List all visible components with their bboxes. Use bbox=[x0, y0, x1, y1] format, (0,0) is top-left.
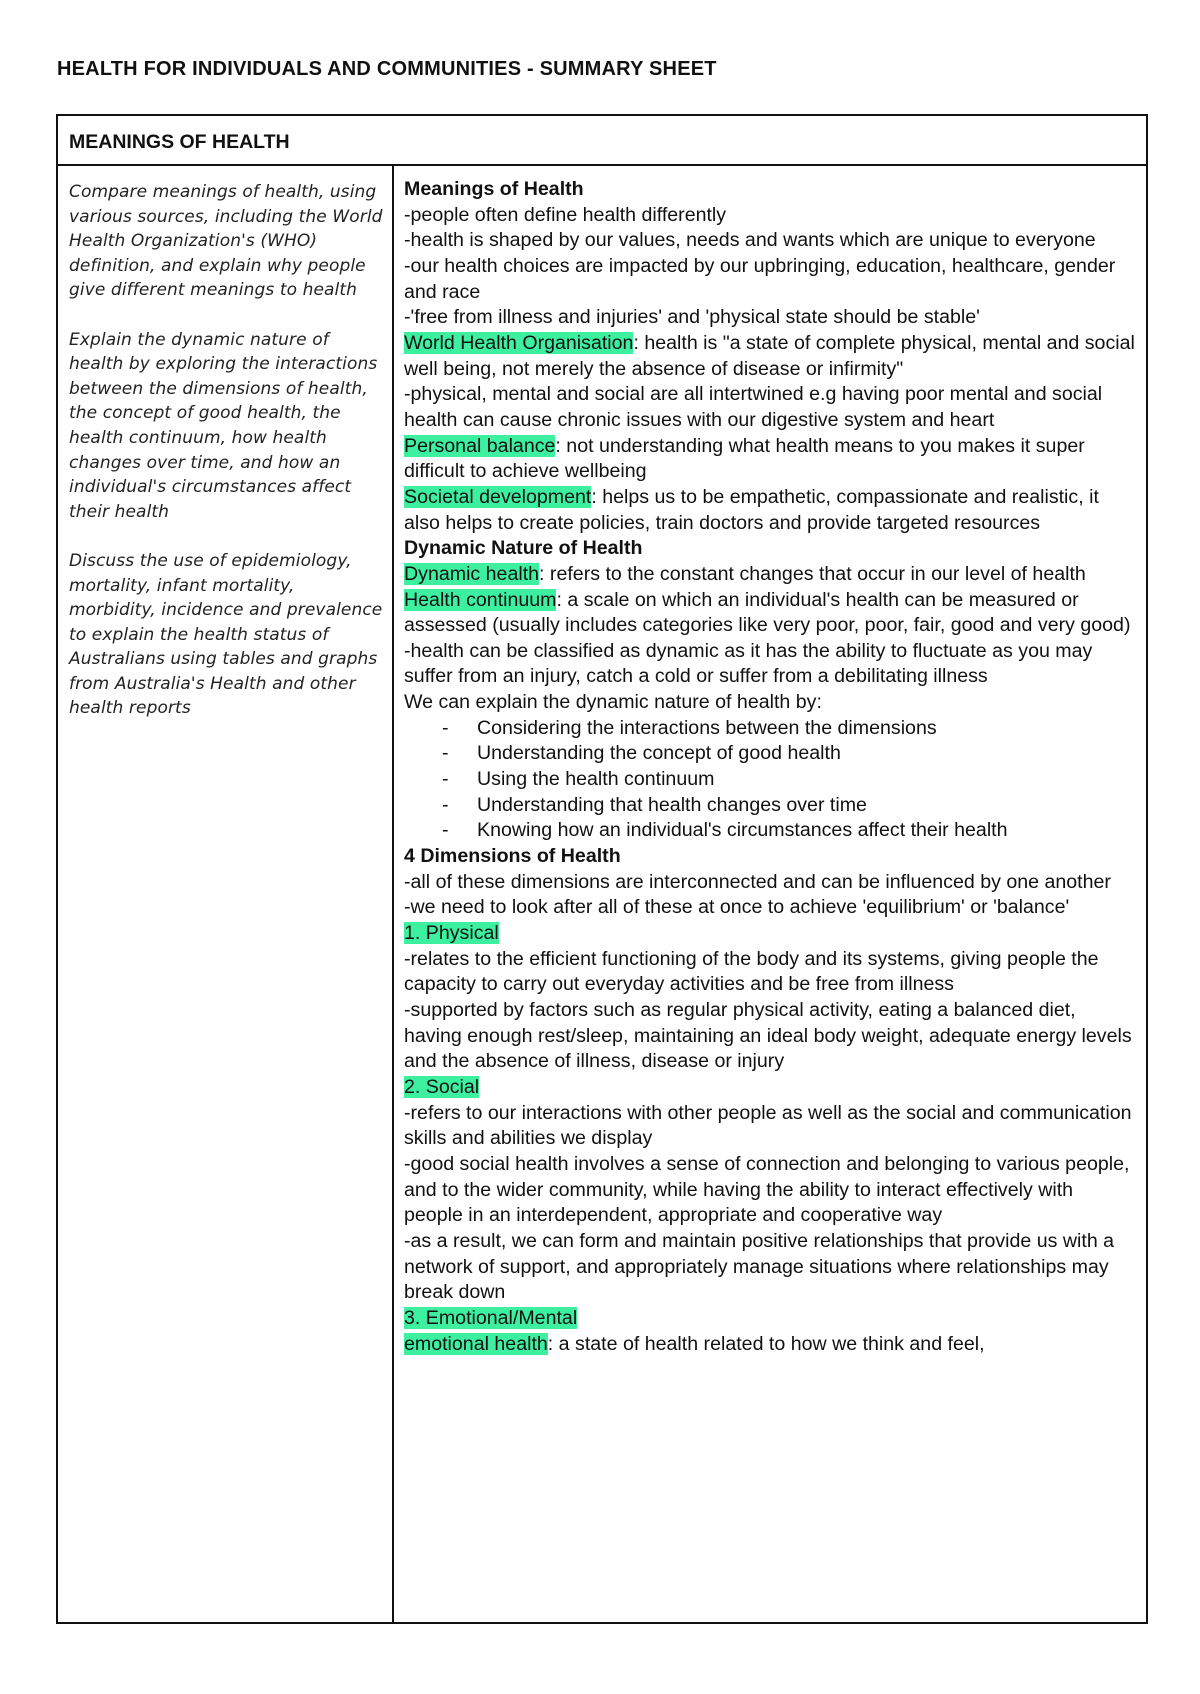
definition-text: : helps us to be empathetic, compassionate and realistic, it also helps to create policies, train doctors and provide targeted resources bbox=[404, 485, 1099, 534]
outcome-text: Explain the dynamic nature of health by exploring the interactions between the dimensions of health, the concept of good health, the health continuum, how health changes over time, and how an individual's circumstances affect their health bbox=[69, 329, 378, 522]
note-line: -refers to our interactions with other people as well as the social and communication skills and abilities we display bbox=[404, 1101, 1132, 1150]
note-line: -as a result, we can form and maintain positive relationships that provide us with a network of support, and appropriately manage situations where relationships may break down bbox=[404, 1229, 1115, 1304]
list-item bbox=[404, 818, 1136, 844]
note-line: -physical, mental and social are all intertwined e.g having poor mental and social health can cause chronic issues with our digestive system and heart bbox=[404, 383, 1103, 431]
highlighted-term: World Health Organisation bbox=[404, 331, 634, 354]
outcome-text: Compare meanings of health, using various sources, including the World Health Organization's (WHO) definition, and explain why people give different meanings to health bbox=[69, 182, 383, 301]
subheading-line bbox=[404, 1306, 1136, 1332]
subheading-line bbox=[404, 1075, 1136, 1101]
notes-column bbox=[394, 166, 1146, 1622]
note-line: -relates to the efficient functioning of the body and its systems, giving people the capacity to carry out everyday activities and be free from illness bbox=[404, 947, 1099, 996]
list-item-text: Considering the interactions between the dimensions bbox=[477, 716, 937, 739]
definition-line bbox=[404, 331, 1136, 382]
notes-heading: 4 Dimensions of Health bbox=[404, 845, 621, 868]
definition-text: : refers to the constant changes that occur in our level of health bbox=[539, 562, 1086, 585]
list-item-text: Knowing how an individual's circumstances affect their health bbox=[477, 819, 1008, 842]
note-line: -'free from illness and injuries' and 'physical state should be stable' bbox=[404, 306, 980, 329]
bullet-marker: - bbox=[442, 768, 449, 791]
highlighted-term: 2. Social bbox=[404, 1075, 480, 1098]
note-line: -people often define health differently bbox=[404, 203, 727, 226]
highlighted-term: Dynamic health bbox=[404, 562, 540, 585]
document-title: HEALTH FOR INDIVIDUALS AND COMMUNITIES - SUMMARY SHEET bbox=[57, 58, 717, 80]
summary-table bbox=[56, 114, 1148, 1624]
list-item bbox=[404, 793, 1136, 819]
note-line: -health can be classified as dynamic as it has the ability to fluctuate as you may suffer from an injury, catch a cold or suffer from a debilitating illness bbox=[404, 639, 1093, 688]
highlighted-term: emotional health bbox=[404, 1332, 548, 1355]
list-item-text: Understanding the concept of good health bbox=[477, 742, 841, 765]
list-item-text: Using the health continuum bbox=[477, 768, 715, 791]
outcome-text: Discuss the use of epidemiology, mortality, infant mortality, morbidity, incidence and prevalence to explain the health status of Australians using tables and graphs from Australia's Health and other health reports bbox=[69, 550, 383, 719]
list-item-text: Understanding that health changes over time bbox=[477, 793, 867, 816]
highlighted-term: Personal balance bbox=[404, 434, 556, 457]
definition-line bbox=[404, 1332, 1136, 1358]
table-body bbox=[58, 166, 1146, 1622]
note-line: -all of these dimensions are interconnected and can be influenced by one another bbox=[404, 870, 1111, 893]
definition-text: : a scale on which an individual's health can be measured or assessed (usually includes categories like very poor, poor, fair, good and very good) bbox=[404, 588, 1131, 637]
list-item bbox=[404, 767, 1136, 793]
notes-heading: Meanings of Health bbox=[404, 178, 584, 200]
list-item bbox=[404, 716, 1136, 742]
definition-line bbox=[404, 562, 1136, 588]
highlighted-term: Health continuum bbox=[404, 588, 557, 611]
note-line: -supported by factors such as regular physical activity, eating a balanced diet, having enough rest/sleep, maintaining an ideal body weight, adequate energy levels and the absence of illness, disease or injury bbox=[404, 999, 1132, 1073]
note-line: -we need to look after all of these at once to achieve 'equilibrium' or 'balance' bbox=[404, 896, 1070, 919]
syllabus-outcomes-column bbox=[58, 166, 394, 1622]
definition-line bbox=[404, 485, 1136, 536]
bullet-marker: - bbox=[442, 716, 449, 739]
highlighted-term: 1. Physical bbox=[404, 922, 499, 945]
note-line: We can explain the dynamic nature of health by: bbox=[404, 691, 822, 714]
note-line: -good social health involves a sense of connection and belonging to various people, and to the wider community, while having the ability to interact effectively with people in an interdependent, appropriate and cooperative way bbox=[404, 1152, 1130, 1227]
definition-text: : a state of health related to how we think and feel, bbox=[547, 1332, 985, 1355]
definition-line bbox=[404, 434, 1136, 485]
bullet-marker: - bbox=[442, 819, 449, 842]
bullet-marker: - bbox=[442, 793, 449, 816]
note-line: -health is shaped by our values, needs and wants which are unique to everyone bbox=[404, 229, 1096, 252]
highlighted-term: 3. Emotional/Mental bbox=[404, 1306, 578, 1329]
definition-text: : health is "a state of complete physical, mental and social well being, not merely the absence of disease or infirmity" bbox=[404, 331, 1135, 380]
definition-text: : not understanding what health means to you makes it super difficult to achieve wellbeing bbox=[404, 434, 1085, 483]
subheading-line bbox=[404, 921, 1136, 947]
note-line: -our health choices are impacted by our upbringing, education, healthcare, gender and race bbox=[404, 254, 1116, 303]
bullet-marker: - bbox=[442, 742, 449, 765]
highlighted-term: Societal development bbox=[404, 485, 592, 508]
list-item bbox=[404, 741, 1136, 767]
notes-heading: Dynamic Nature of Health bbox=[404, 537, 643, 560]
bullet-list bbox=[404, 716, 1136, 844]
definition-line bbox=[404, 588, 1136, 639]
section-header: MEANINGS OF HEALTH bbox=[58, 116, 1146, 166]
